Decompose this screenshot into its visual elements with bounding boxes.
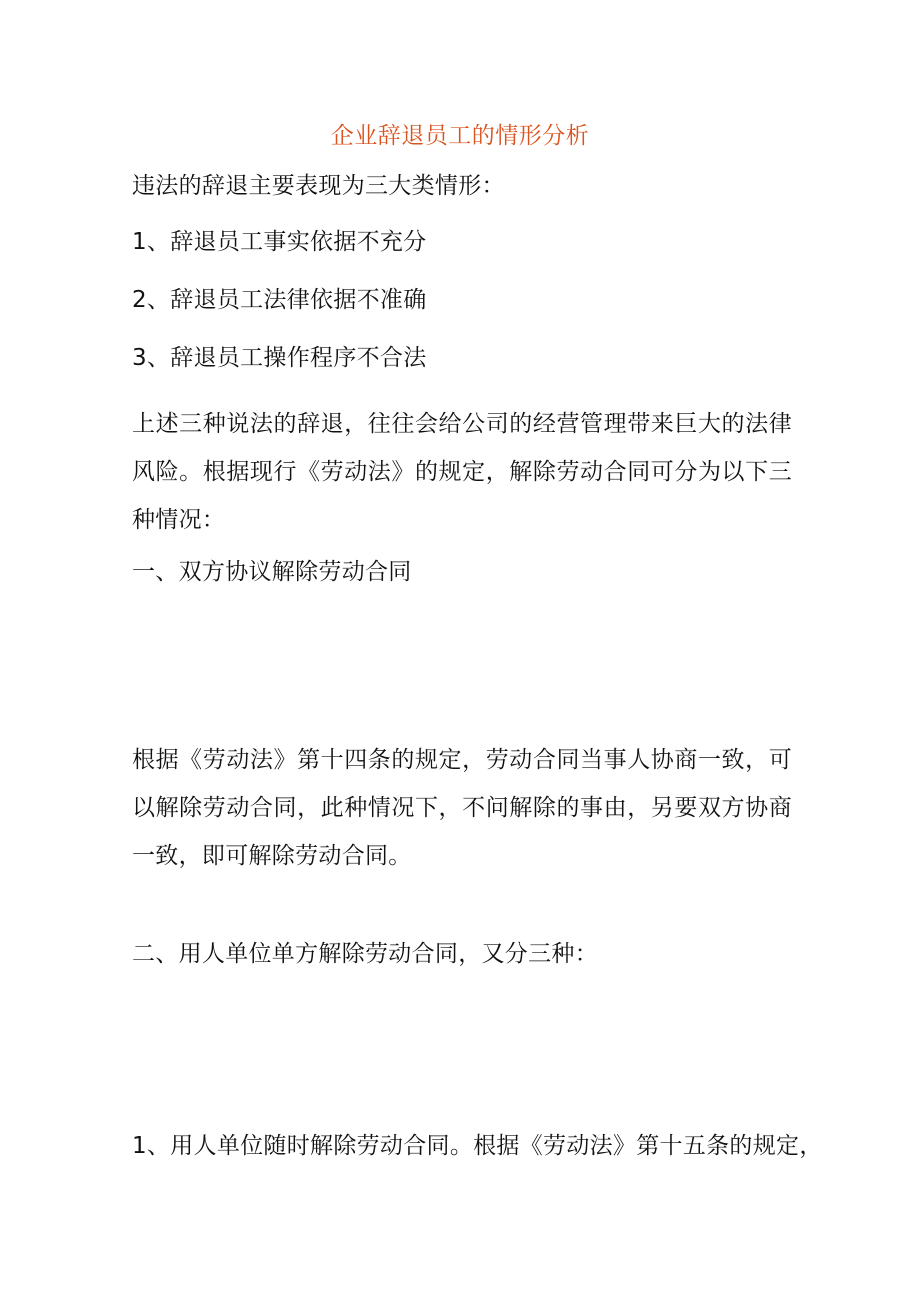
intro-text: 违法的辞退主要表现为三大类情形： <box>132 173 505 199</box>
document-title: 企业辞退员工的情形分析 <box>330 123 590 149</box>
section-heading-unilateral: 二、用人单位单方解除劳动合同，又分三种： <box>132 941 598 967</box>
section-heading-mutual-agreement: 一、双方协议解除劳动合同 <box>132 559 412 585</box>
paragraph-article-15: 1、用人单位随时解除劳动合同。根据《劳动法》第十五条的规定， <box>132 1133 823 1159</box>
list-item: 1、辞退员工事实依据不充分 <box>132 229 427 255</box>
paragraph-legal-risk: 上述三种说法的辞退，往往会给公司的经营管理带来巨大的法律风险。根据现行《劳动法》的规定，解除劳动合同可分为以下三种情况： <box>132 411 792 533</box>
list-item: 3、辞退员工操作程序不合法 <box>132 345 427 371</box>
list-item: 2、辞退员工法律依据不准确 <box>132 287 427 313</box>
paragraph-article-14: 根据《劳动法》第十四条的规定，劳动合同当事人协商一致，可以解除劳动合同，此种情况下，不问解除的事由，另要双方协商一致，即可解除劳动合同。 <box>132 747 792 869</box>
